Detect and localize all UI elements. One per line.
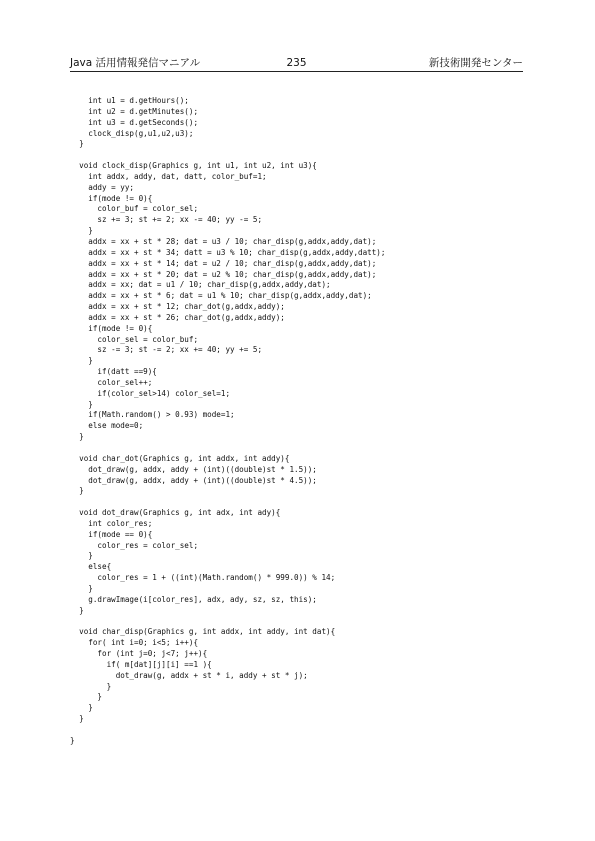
code-line: sz += 3; st += 2; xx -= 40; yy -= 5; [70,215,263,225]
code-line: dot_draw(g, addx + st * i, addy + st * j); [70,670,308,680]
code-line: void dot_draw(Graphics g, int adx, int ady){ [70,508,281,518]
code-line: int color_res; [70,518,153,528]
code-line: color_sel = color_buf; [70,334,199,344]
code-line: int u2 = d.getMinutes(); [70,106,199,116]
code-line: dot_draw(g, addx, addy + (int)((double)st * 4.5)); [70,475,317,485]
code-line: addx = xx + st * 14; dat = u2 / 10; char_disp(g,addx,addy,dat); [70,258,377,268]
code-line: color_res = 1 + ((int)(Math.random() * 999.0)) % 14; [70,573,336,583]
code-line: void char_disp(Graphics g, int addx, int addy, int dat){ [70,627,336,637]
code-line: } [70,681,112,691]
code-line: addy = yy; [70,182,135,192]
code-line: addx = xx + st * 20; dat = u2 % 10; char_disp(g,addx,addy,dat); [70,269,377,279]
code-line: color_res = color_sel; [70,540,199,550]
code-line: addx = xx + st * 12; char_dot(g,addx,addy); [70,302,285,312]
code-line: for( int i=0; i<5; i++){ [70,638,199,648]
code-line: color_buf = color_sel; [70,204,199,214]
code-line: } [70,583,93,593]
code-line: } [70,692,103,702]
code-line: void clock_disp(Graphics g, int u1, int u2, int u3){ [70,161,317,171]
code-line: } [70,226,93,236]
code-line: addx = xx; dat = u1 / 10; char_disp(g,addx,addy,dat); [70,280,331,290]
page-number: 235 [286,57,307,69]
code-line: } [70,735,75,745]
code-line: addx = xx + st * 26; char_dot(g,addx,addy); [70,312,285,322]
code-line: if(mode == 0){ [70,529,153,539]
code-line: } [70,703,93,713]
page-header [70,56,523,70]
code-line: clock_disp(g,u1,u2,u3); [70,128,194,138]
header-organization: 新技術開発センター [428,57,523,69]
code-line: addx = xx + st * 34; datt = u3 % 10; char_disp(g,addx,addy,datt); [70,247,386,257]
code-line: g.drawImage(i[color_res], adx, ady, sz, sz, this); [70,594,317,604]
code-line: addx = xx + st * 28; dat = u3 / 10; char_disp(g,addx,addy,dat); [70,236,377,246]
code-line: for (int j=0; j<7; j++){ [70,649,208,659]
code-line: } [70,714,84,724]
code-line: int addx, addy, dat, datt, color_buf=1; [70,171,267,181]
code-line: addx = xx + st * 6; dat = u1 % 10; char_disp(g,addx,addy,dat); [70,291,372,301]
code-line: if(color_sel>14) color_sel=1; [70,388,231,398]
code-line: else{ [70,562,112,572]
code-line: if(datt ==9){ [70,367,157,377]
code-line: if( m[dat][j][i] ==1 ){ [70,659,212,669]
code-line: color_sel++; [70,377,153,387]
code-line: dot_draw(g, addx, addy + (int)((double)st * 1.5)); [70,464,317,474]
code-line: } [70,486,84,496]
code-line: } [70,356,93,366]
code-line: if(Math.random() > 0.93) mode=1; [70,410,235,420]
code-line: } [70,432,84,442]
header-rule [70,71,523,72]
code-line: int u1 = d.getHours(); [70,96,189,105]
code-line: if(mode != 0){ [70,193,153,203]
code-line: int u3 = d.getSeconds(); [70,117,199,127]
header-title: Java 活用情報発信マニアル [70,57,201,69]
code-line: } [70,399,93,409]
code-line: } [70,551,93,561]
code-line: else mode=0; [70,421,144,431]
code-listing [70,96,385,747]
code-line: sz -= 3; st -= 2; xx += 40; yy += 5; [70,345,263,355]
code-line: if(mode != 0){ [70,323,153,333]
code-line: } [70,139,84,149]
code-line: void char_dot(Graphics g, int addx, int addy){ [70,453,290,463]
code-line: } [70,605,84,615]
